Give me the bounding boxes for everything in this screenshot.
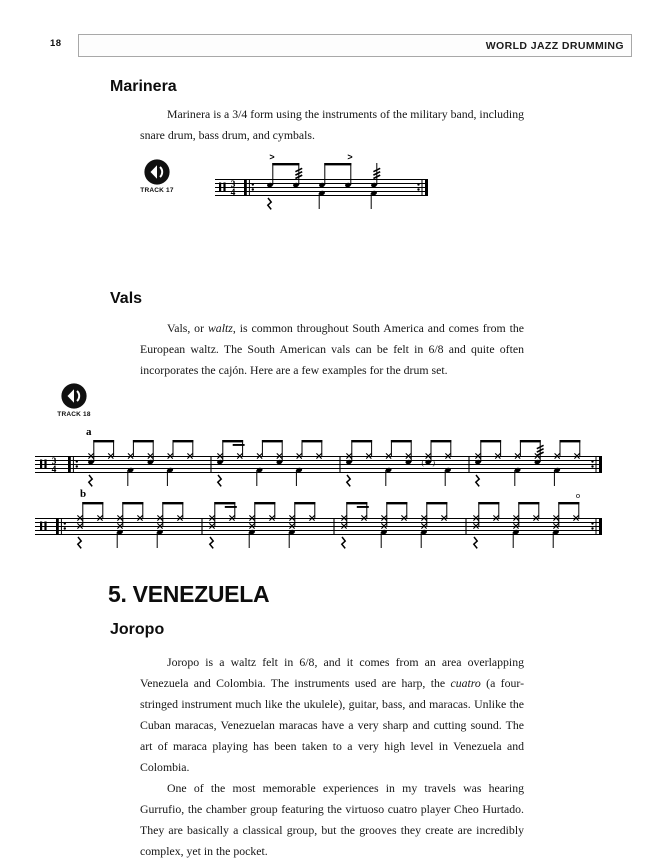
svg-text:3: 3	[230, 179, 236, 190]
marinera-paragraph	[140, 104, 524, 146]
vals-paragraph	[140, 318, 524, 381]
joropo-paragraph-1-text-2: (a four-stringed instrument much like the ukulele), guitar, bass, and maracas. Unlike the Cuban maracas, Venezuelan maracas have a very sharp and cutting sound. The art of maraca playing has been taken to a very high level in Venezuela and Colombia.	[140, 676, 524, 774]
example-a-label: a	[86, 426, 92, 438]
notation-vals-example-b	[30, 486, 620, 581]
track-17-block	[134, 158, 180, 194]
joropo-paragraph-1	[140, 652, 524, 778]
track-18-label: TRACK 18	[57, 411, 91, 418]
svg-text:>: >	[347, 152, 353, 162]
svg-text:3: 3	[51, 456, 57, 467]
vals-paragraph-text-2: , is common throughout South America and comes from the European waltz. The South American vals can be felt in 6/8 and quite often incorporates the cajón. Here are a few examples for the drum set.	[140, 321, 524, 377]
joropo-paragraph-2	[140, 778, 524, 862]
vals-paragraph-italic: waltz	[207, 321, 233, 335]
joropo-paragraph-2-text: One of the most memorable experiences in my travels was hearing Gurrufio, the chamber group featuring the virtuoso cuatro player Cheo Hurtado. They are basically a classical group, but the grooves they create are incredibly complex, yet in the pocket.	[140, 781, 524, 858]
page-number: 18	[50, 38, 62, 49]
section-heading-marinera: Marinera	[110, 78, 177, 95]
svg-text:o: o	[575, 491, 581, 500]
joropo-paragraph-1-italic: cuatro	[450, 676, 481, 690]
section-heading-joropo: Joropo	[110, 621, 165, 638]
header-title: WORLD JAZZ DRUMMING	[485, 39, 624, 52]
speaker-icon	[143, 158, 171, 186]
speaker-icon	[60, 382, 88, 410]
joropo-paragraph-1-text: Joropo is a waltz felt in 6/8, and it comes from an area overlapping Venezuela and Colombia. The instruments used are harp, the	[140, 655, 524, 690]
example-b-label: b	[80, 488, 87, 500]
svg-text:4: 4	[230, 187, 236, 198]
notation-marinera	[210, 146, 442, 226]
svg-text:): )	[432, 458, 435, 467]
joropo-paragraphs	[140, 652, 524, 862]
track-18-block	[51, 382, 97, 418]
marinera-paragraph-text: Marinera is a 3/4 form using the instruments of the military band, including snare drum, bass drum, and cymbals.	[140, 107, 524, 142]
header-bar	[78, 34, 632, 57]
section-heading-vals: Vals	[110, 290, 143, 307]
track-17-label: TRACK 17	[140, 187, 174, 194]
chapter-heading-venezuela: 5. VENEZUELA	[108, 581, 270, 607]
svg-text:>: >	[269, 152, 275, 162]
svg-text:4: 4	[51, 464, 57, 475]
svg-text:(: (	[421, 458, 424, 467]
vals-paragraph-text: Vals, or	[167, 321, 208, 335]
